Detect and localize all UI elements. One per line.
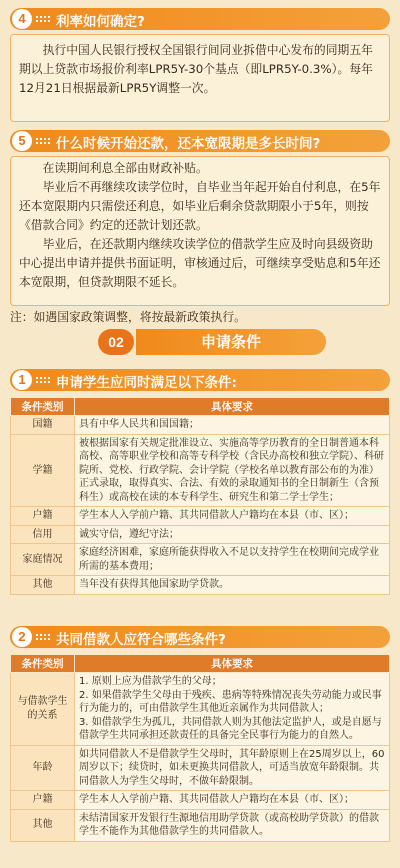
table-row <box>11 745 390 791</box>
condition-category: 信用 <box>11 525 75 544</box>
table-row <box>11 525 390 544</box>
section-number: 02 <box>98 329 134 355</box>
subsection-number: 2 <box>12 627 32 647</box>
question-title: 利率如何确定? <box>56 14 145 30</box>
policy-note: 注：如遇国家政策调整，将按最新政策执行。 <box>10 310 246 324</box>
paragraph: 在读期间利息全部由财政补贴。 <box>42 161 208 175</box>
dots-decoration-icon <box>35 633 51 641</box>
condition-requirement: 学生本人入学前户籍、其共同借款人户籍均在本县（市、区）； <box>75 507 390 526</box>
table-row <box>11 544 390 576</box>
column-header: 具体要求 <box>75 398 390 416</box>
question-4-answer <box>10 34 390 122</box>
section-title: 申请条件 <box>136 329 326 355</box>
table-header-row <box>11 655 390 673</box>
table-row <box>11 507 390 526</box>
condition-requirement: 学生本人入学前户籍、其共同借款人户籍均在本县（市、区）； <box>75 791 390 810</box>
table-header-row <box>11 398 390 416</box>
column-header: 条件类别 <box>11 398 75 416</box>
question-title: 什么时候开始还款，还本宽限期是多长时间? <box>56 136 321 152</box>
subsection-1-header <box>10 369 390 391</box>
condition-category: 其他 <box>11 576 75 595</box>
condition-requirement: 1. 原则上应为借款学生的父母； 2. 如果借款学生父母由于残疾、患病等特殊情况丧失劳动能力或民事行为能力的，可由借款学生其他近亲属作为共同借款人； 3. 如借款学生为孤儿，共同借款人则为其他法定监护人，或是自愿与借款学生共同承担还款责任的具备完全民事行为能力的自然人。 <box>75 673 390 746</box>
subsection-number: 1 <box>12 370 32 390</box>
paragraph: 毕业后不再继续攻读学位时，自毕业当年起开始自付利息，在5年还本宽限期内只需偿还利息，如毕业后剩余贷款期限小于5年，则按《借款合同》约定的还款计划还款。 <box>19 180 381 232</box>
condition-requirement: 具有中华人民共和国国籍； <box>75 416 390 435</box>
dots-decoration-icon <box>35 137 51 145</box>
co-borrower-conditions-table <box>10 654 390 842</box>
paragraph: 毕业后，在还款期内继续攻读学位的借款学生应及时向县级资助中心提出申请并提供书面证明，审核通过后，可继续享受贴息和5年还本宽限期，但贷款期限不延长。 <box>19 237 381 289</box>
table-row <box>11 791 390 810</box>
subsection-2-header <box>10 626 390 648</box>
question-4-header <box>10 8 390 30</box>
question-number: 5 <box>12 131 32 151</box>
question-5-answer <box>10 156 390 306</box>
table-row <box>11 434 390 507</box>
section-header <box>50 329 350 355</box>
table-row <box>11 673 390 746</box>
condition-category: 与借款学生的关系 <box>11 673 75 746</box>
condition-category: 家庭情况 <box>11 544 75 576</box>
subsection-title: 共同借款人应符合哪些条件? <box>56 632 226 648</box>
table-row <box>11 576 390 595</box>
condition-requirement: 未结清国家开发银行生源地信用助学贷款（或高校助学贷款）的借款学生不能作为其他借款学生的共同借款人。 <box>75 809 390 841</box>
condition-requirement: 被根据国家有关规定批准设立、实施高等学历教育的全日制普通本科高校、高等职业学校和高等专科学校（含民办高校和独立学院）、科研院所、党校、行政学院、会计学院（学校名单以教育部公布的为准）正式录取，取得真实、合法、有效的录取通知书的全日制新生（含预科生）或高校在读的本专科学生、研究生和第二学士学生； <box>75 434 390 507</box>
condition-category: 其他 <box>11 809 75 841</box>
dots-decoration-icon <box>35 15 51 23</box>
question-5-header <box>10 130 390 152</box>
student-conditions-table <box>10 397 390 595</box>
paragraph: 执行中国人民银行授权全国银行间同业拆借中心发布的同期五年期以上贷款市场报价利率LPR5Y-30个基点（即LPR5Y-0.3%）。每年12月21日根据最新LPR5Y调整一次。 <box>19 43 373 95</box>
condition-category: 学籍 <box>11 434 75 507</box>
condition-requirement: 家庭经济困难，家庭所能获得收入不足以支持学生在校期间完成学业所需的基本费用； <box>75 544 390 576</box>
condition-category: 户籍 <box>11 791 75 810</box>
question-number: 4 <box>12 9 32 29</box>
condition-requirement: 如共同借款人不是借款学生父母时，其年龄原则上在25周岁以上，60周岁以下；续贷时，如未更换共同借款人，可适当放宽年龄限制。共同借款人为学生父母时，不做年龄限制。 <box>75 745 390 791</box>
condition-category: 年龄 <box>11 745 75 791</box>
condition-requirement: 诚实守信，遵纪守法； <box>75 525 390 544</box>
column-header: 条件类别 <box>11 655 75 673</box>
condition-category: 国籍 <box>11 416 75 435</box>
table-row <box>11 416 390 435</box>
table-row <box>11 809 390 841</box>
condition-requirement: 当年没有获得其他国家助学贷款。 <box>75 576 390 595</box>
subsection-title: 申请学生应同时满足以下条件: <box>56 375 237 391</box>
dots-decoration-icon <box>35 376 51 384</box>
column-header: 具体要求 <box>75 655 390 673</box>
condition-category: 户籍 <box>11 507 75 526</box>
